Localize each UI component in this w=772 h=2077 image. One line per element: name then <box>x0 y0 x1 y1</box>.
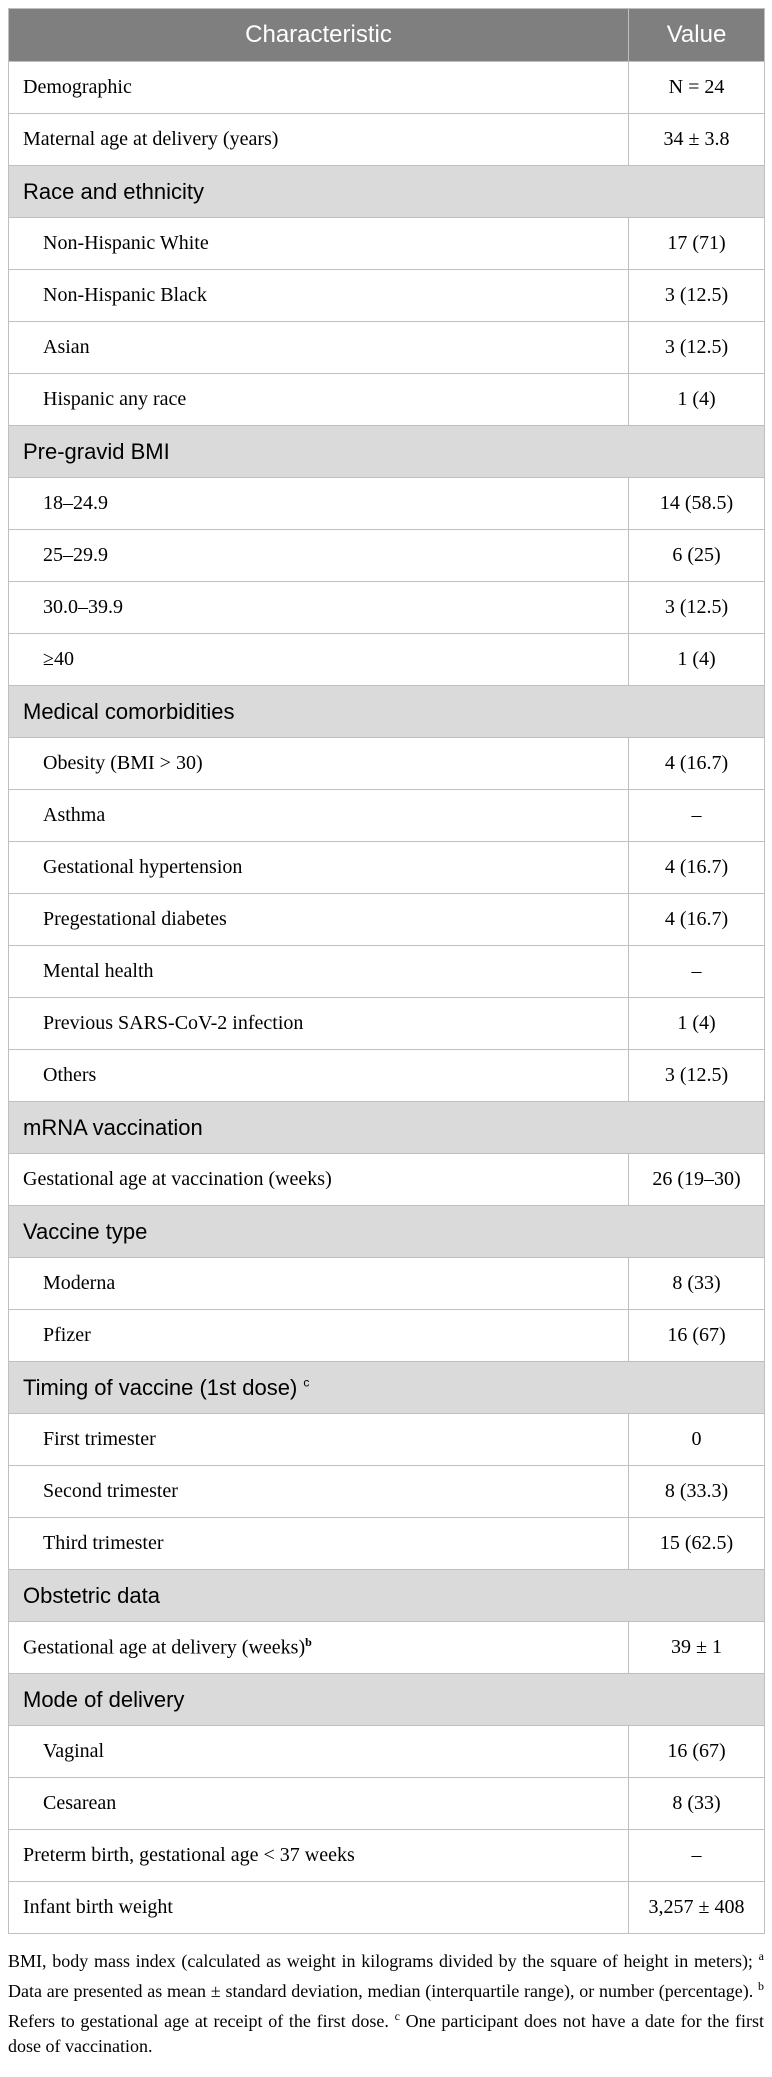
row-value: 1 (4) <box>629 998 765 1050</box>
table-row <box>9 1622 765 1674</box>
footnote-marker-c: c <box>394 2009 400 2023</box>
section-label: Timing of vaccine (1st dose) <box>23 1374 298 1400</box>
row-value: – <box>629 946 765 998</box>
section-heading <box>9 1102 765 1154</box>
row-label-cell <box>9 790 629 842</box>
footnote-marker: b <box>305 1635 312 1650</box>
section-label: Mode of delivery <box>23 1686 185 1712</box>
table-row <box>9 478 765 530</box>
footnote-part-2: Data are presented as mean ± standard deviation, median (interquartile range), or number (percentage). <box>8 1981 758 2001</box>
row-label: Gestational hypertension <box>43 856 243 878</box>
characteristics-table <box>8 8 765 1934</box>
row-label: Obesity (BMI > 30) <box>43 752 203 774</box>
section-label: Medical comorbidities <box>23 698 235 724</box>
section-row <box>9 1362 765 1414</box>
row-label-cell <box>9 62 629 114</box>
row-label-cell <box>9 1414 629 1466</box>
table-row <box>9 322 765 374</box>
row-label: First trimester <box>43 1428 156 1450</box>
table-row <box>9 1154 765 1206</box>
section-row <box>9 166 765 218</box>
row-label: Moderna <box>43 1272 116 1294</box>
section-heading <box>9 166 765 218</box>
table-row <box>9 842 765 894</box>
row-value: 8 (33) <box>629 1778 765 1830</box>
row-label-cell <box>9 1466 629 1518</box>
row-label: Gestational age at delivery (weeks) <box>23 1636 306 1659</box>
table-row <box>9 218 765 270</box>
row-label: Pfizer <box>43 1324 91 1346</box>
row-label-cell <box>9 842 629 894</box>
row-value: 3 (12.5) <box>629 322 765 374</box>
row-label: Infant birth weight <box>23 1896 173 1918</box>
table-row <box>9 1050 765 1102</box>
row-value: 16 (67) <box>629 1310 765 1362</box>
row-label: Third trimester <box>43 1532 164 1554</box>
row-label-cell <box>9 374 629 426</box>
section-row <box>9 1206 765 1258</box>
row-label-cell <box>9 1882 629 1934</box>
footnote-part-1: BMI, body mass index (calculated as weight in kilograms divided by the square of height in meters); <box>8 1951 759 1971</box>
table-row <box>9 998 765 1050</box>
row-label: Asian <box>43 336 90 358</box>
row-label: Demographic <box>23 76 132 98</box>
row-label-cell <box>9 1154 629 1206</box>
section-label: Obstetric data <box>23 1582 160 1608</box>
table-row <box>9 374 765 426</box>
table-row <box>9 1882 765 1934</box>
row-label-cell <box>9 946 629 998</box>
row-value: 3 (12.5) <box>629 1050 765 1102</box>
row-label: ≥40 <box>43 648 74 670</box>
row-label: Hispanic any race <box>43 388 187 410</box>
footnote-part-4: One participant does not have a date for the first dose of vaccination. <box>8 2011 764 2056</box>
table-row <box>9 946 765 998</box>
row-label: Non-Hispanic Black <box>43 284 207 306</box>
row-label-cell <box>9 582 629 634</box>
table-body <box>9 62 765 1934</box>
row-label: 25–29.9 <box>43 544 108 566</box>
footnote-marker-a: a <box>758 1949 764 1963</box>
section-heading <box>9 1674 765 1726</box>
row-label-cell <box>9 530 629 582</box>
row-value: 4 (16.7) <box>629 738 765 790</box>
row-value: – <box>629 790 765 842</box>
row-label-cell <box>9 1310 629 1362</box>
header-characteristic: Characteristic <box>9 9 629 62</box>
row-value: 34 ± 3.8 <box>629 114 765 166</box>
section-row <box>9 426 765 478</box>
row-value: 3 (12.5) <box>629 270 765 322</box>
row-value: 1 (4) <box>629 374 765 426</box>
row-value: 8 (33) <box>629 1258 765 1310</box>
table-row <box>9 1414 765 1466</box>
section-heading <box>9 426 765 478</box>
header-value: Value <box>629 9 765 62</box>
row-label-cell <box>9 1050 629 1102</box>
row-value: 3 (12.5) <box>629 582 765 634</box>
table-row <box>9 634 765 686</box>
row-value: 1 (4) <box>629 634 765 686</box>
row-label-cell <box>9 1622 629 1674</box>
row-value: 16 (67) <box>629 1726 765 1778</box>
table-row <box>9 1830 765 1882</box>
row-label: Previous SARS-CoV-2 infection <box>43 1012 304 1034</box>
row-label-cell <box>9 218 629 270</box>
row-value: 0 <box>629 1414 765 1466</box>
section-label: Vaccine type <box>23 1218 148 1244</box>
row-label: 18–24.9 <box>43 492 108 514</box>
table-row <box>9 894 765 946</box>
table-row <box>9 62 765 114</box>
row-value: 39 ± 1 <box>629 1622 765 1674</box>
row-label: Vaginal <box>43 1740 105 1762</box>
row-label: Maternal age at delivery (years) <box>23 128 279 150</box>
row-label: Second trimester <box>43 1480 178 1502</box>
footnote-marker: c <box>303 1375 310 1390</box>
section-heading <box>9 1362 765 1414</box>
row-value: 26 (19–30) <box>629 1154 765 1206</box>
section-row <box>9 1102 765 1154</box>
row-label-cell <box>9 270 629 322</box>
row-label: 30.0–39.9 <box>43 596 123 618</box>
row-label-cell <box>9 322 629 374</box>
row-value: – <box>629 1830 765 1882</box>
section-heading <box>9 686 765 738</box>
section-row <box>9 1570 765 1622</box>
characteristics-table-container <box>8 8 764 2077</box>
table-row <box>9 1466 765 1518</box>
row-label: Cesarean <box>43 1792 117 1814</box>
table-footnote <box>8 1944 764 2059</box>
row-value: 4 (16.7) <box>629 894 765 946</box>
row-label-cell <box>9 1830 629 1882</box>
table-row <box>9 1518 765 1570</box>
row-label-cell <box>9 1518 629 1570</box>
table-row <box>9 114 765 166</box>
row-label-cell <box>9 634 629 686</box>
row-value: N = 24 <box>629 62 765 114</box>
row-label: Asthma <box>43 804 106 826</box>
table-row <box>9 738 765 790</box>
row-value: 14 (58.5) <box>629 478 765 530</box>
row-label-cell <box>9 478 629 530</box>
table-row <box>9 582 765 634</box>
footnote-part-3: Refers to gestational age at receipt of the first dose. <box>8 2011 395 2031</box>
row-label: Others <box>43 1064 97 1086</box>
table-row <box>9 270 765 322</box>
table-row <box>9 1726 765 1778</box>
row-label-cell <box>9 1258 629 1310</box>
section-heading <box>9 1206 765 1258</box>
table-row <box>9 530 765 582</box>
section-row <box>9 686 765 738</box>
row-label-cell <box>9 894 629 946</box>
row-label: Non-Hispanic White <box>43 232 209 254</box>
row-value: 6 (25) <box>629 530 765 582</box>
row-value: 8 (33.3) <box>629 1466 765 1518</box>
row-label-cell <box>9 1726 629 1778</box>
table-row <box>9 1258 765 1310</box>
table-row <box>9 790 765 842</box>
row-value: 4 (16.7) <box>629 842 765 894</box>
row-value: 3,257 ± 408 <box>629 1882 765 1934</box>
section-row <box>9 1674 765 1726</box>
table-row <box>9 1778 765 1830</box>
row-value: 15 (62.5) <box>629 1518 765 1570</box>
section-label: Race and ethnicity <box>23 178 204 204</box>
table-row <box>9 1310 765 1362</box>
row-label-cell <box>9 738 629 790</box>
row-label: Pregestational diabetes <box>43 908 227 930</box>
row-label: Mental health <box>43 960 154 982</box>
section-heading <box>9 1570 765 1622</box>
table-header-row <box>9 9 765 62</box>
row-label-cell <box>9 114 629 166</box>
row-label-cell <box>9 1778 629 1830</box>
row-label-cell <box>9 998 629 1050</box>
section-label: Pre-gravid BMI <box>23 438 170 464</box>
row-value: 17 (71) <box>629 218 765 270</box>
row-label: Gestational age at vaccination (weeks) <box>23 1168 332 1190</box>
section-label: mRNA vaccination <box>23 1114 203 1140</box>
footnote-marker-b: b <box>758 1979 764 1993</box>
row-label: Preterm birth, gestational age < 37 weeks <box>23 1844 355 1866</box>
